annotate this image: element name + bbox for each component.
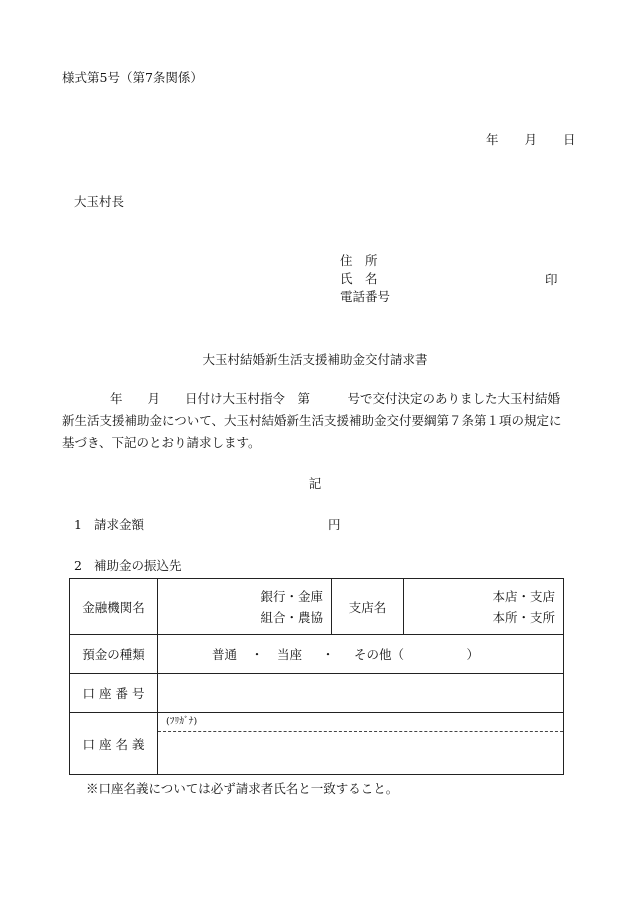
institution-label: 金融機関名 bbox=[70, 579, 158, 635]
phone-label: 電話番号 bbox=[340, 289, 391, 304]
account-type-options[interactable] bbox=[158, 635, 564, 674]
addressee: 大玉村長 bbox=[74, 194, 125, 209]
account-type-current[interactable]: 当座 bbox=[277, 647, 303, 662]
date-month: 月 bbox=[524, 132, 538, 147]
institution-field[interactable] bbox=[158, 579, 332, 635]
bank-info-table bbox=[69, 578, 564, 775]
branch-label: 支店名 bbox=[332, 579, 404, 635]
account-type-other[interactable]: その他（ ） bbox=[354, 647, 480, 662]
table-row bbox=[70, 674, 564, 713]
account-name-field[interactable] bbox=[158, 713, 564, 775]
account-number-label: 口 座 番 号 bbox=[70, 674, 158, 713]
date-year: 年 bbox=[486, 132, 499, 147]
account-number-field[interactable] bbox=[158, 674, 564, 713]
address-label: 住 所 bbox=[340, 253, 378, 268]
name-label: 氏 名 bbox=[340, 271, 378, 286]
item1-label: 請求金額 bbox=[94, 517, 145, 532]
body-paragraph: 年 月 日付け大玉村指令 第 号で交付決定のありました大玉村結婚新生活支援補助金について、大玉村結婚新生活支援補助金交付要綱第７条第１項の規定に基づき、下記のとおり請求します。 bbox=[62, 391, 562, 450]
furigana-label: (ﾌﾘｶﾞﾅ) bbox=[158, 713, 563, 732]
form-number: 様式第5号（第7条関係） bbox=[62, 70, 203, 85]
applicant-block bbox=[340, 252, 392, 306]
record-label: 記 bbox=[308, 476, 322, 491]
branch-types-line1: 本店・支店 bbox=[492, 588, 555, 604]
separator: ・ bbox=[250, 647, 264, 662]
account-name-label: 口 座 名 義 bbox=[70, 713, 158, 775]
table-row bbox=[70, 579, 564, 635]
account-type-ordinary[interactable]: 普通 bbox=[212, 647, 238, 662]
account-name-input[interactable] bbox=[158, 732, 563, 774]
branch-field[interactable] bbox=[404, 579, 564, 635]
separator: ・ bbox=[321, 647, 335, 662]
date-day: 日 bbox=[563, 132, 576, 147]
item2-label: 補助金の振込先 bbox=[94, 558, 182, 573]
table-row bbox=[70, 635, 564, 674]
table-row bbox=[70, 713, 564, 775]
item-claim-amount bbox=[74, 515, 341, 533]
seal-mark: 印 bbox=[545, 272, 558, 287]
branch-types-line2: 本所・支所 bbox=[492, 609, 555, 625]
item1-number: 1 bbox=[74, 517, 82, 532]
item-transfer-destination bbox=[74, 556, 182, 574]
document-title: 大玉村結婚新生活支援補助金交付請求書 bbox=[202, 352, 428, 367]
account-type-label: 預金の種類 bbox=[70, 635, 158, 674]
account-name-note: ※口座名義については必ず請求者氏名と一致すること。 bbox=[86, 781, 399, 796]
item1-unit: 円 bbox=[328, 517, 341, 532]
date-line bbox=[486, 130, 576, 148]
institution-types-line2: 組合・農協 bbox=[260, 609, 323, 625]
institution-types-line1: 銀行・金庫 bbox=[260, 588, 323, 604]
item2-number: 2 bbox=[74, 558, 82, 573]
